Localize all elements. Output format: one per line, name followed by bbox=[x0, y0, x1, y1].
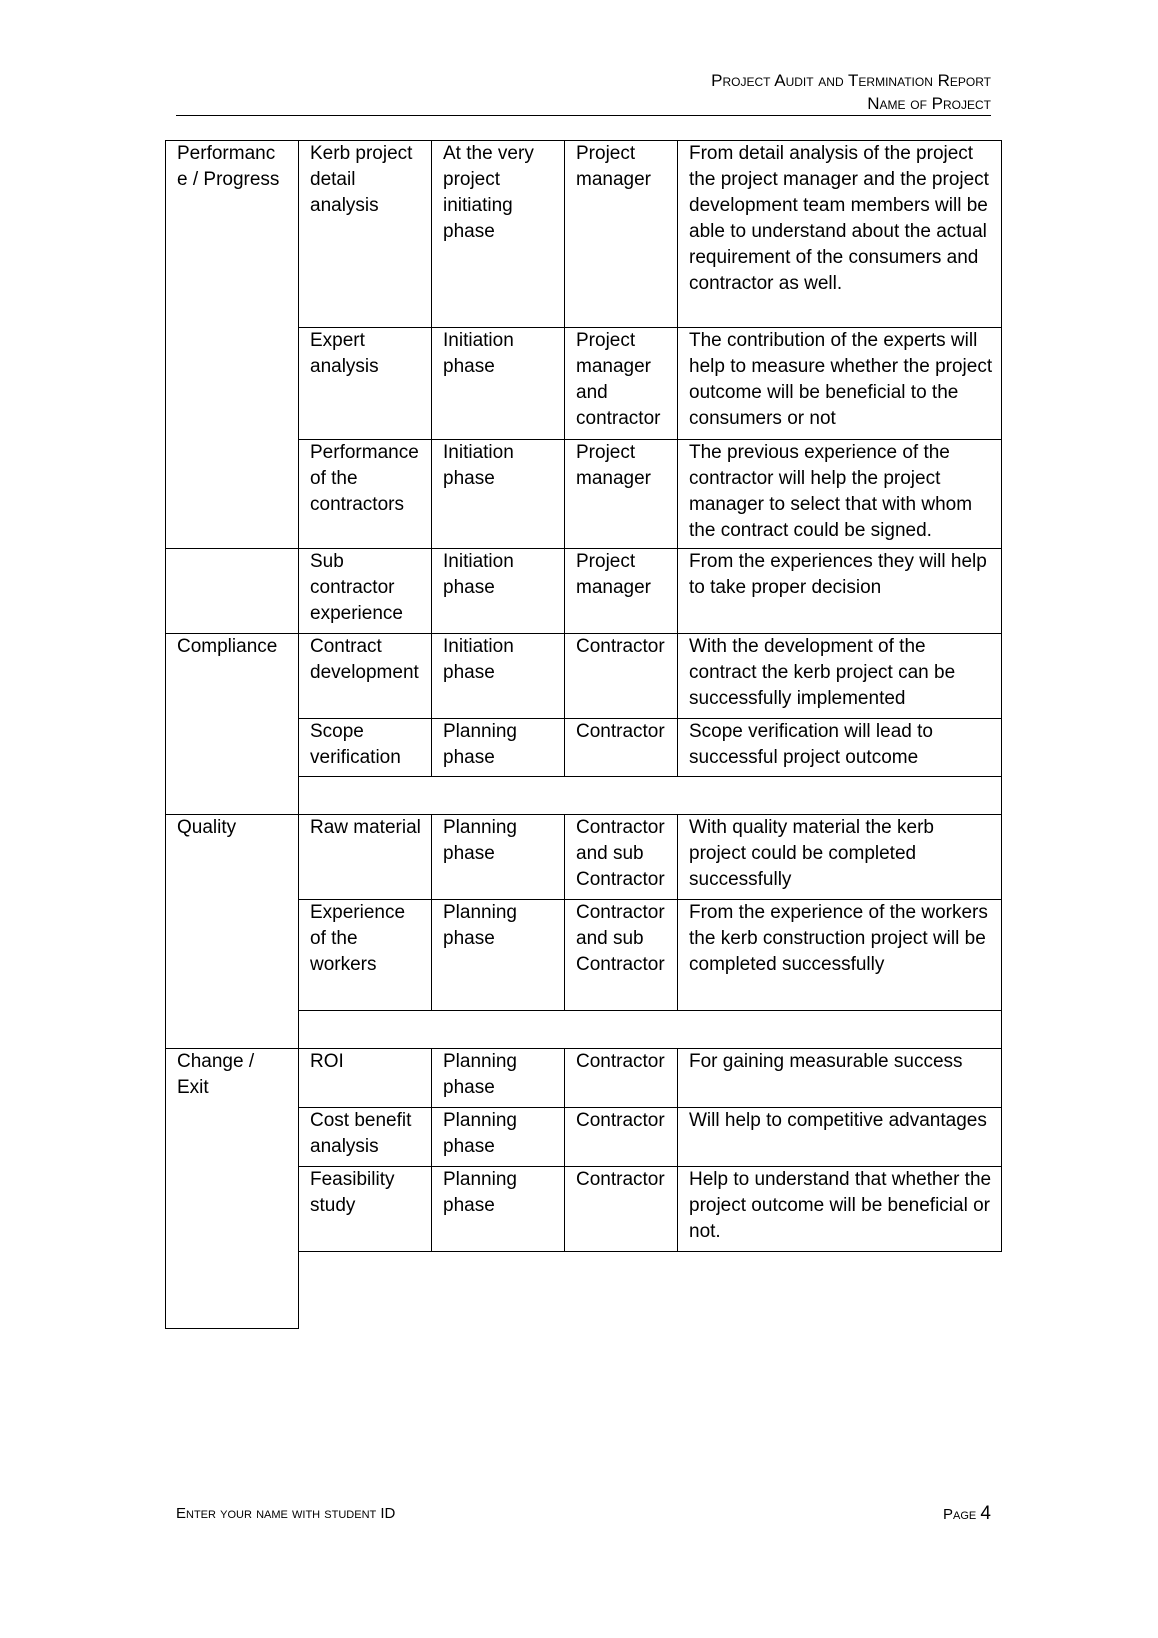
table-cell-owner: Contractor bbox=[564, 718, 678, 777]
table-cell-description: Will help to competitive advantages bbox=[677, 1107, 1002, 1167]
table-cell-owner: Project manager bbox=[564, 439, 678, 549]
category-change-exit: Change / Exit bbox=[165, 1048, 299, 1329]
table-cell-description: From the experiences they will help to take proper decision bbox=[677, 548, 1002, 634]
table-cell-item: Kerb project detail analysis bbox=[298, 140, 432, 328]
table-cell-item: Feasibility study bbox=[298, 1166, 432, 1252]
table-cell-timing: Planning phase bbox=[431, 899, 565, 1011]
table-cell-item: Cost benefit analysis bbox=[298, 1107, 432, 1167]
category-quality: Quality bbox=[165, 814, 299, 1049]
table-cell-item: Raw material bbox=[298, 814, 432, 900]
category-performance: Performanc e / Progress bbox=[165, 140, 299, 549]
table-cell-item: Scope verification bbox=[298, 718, 432, 777]
table-cell-owner: Project manager bbox=[564, 140, 678, 328]
table-cell-item: Performance of the contractors bbox=[298, 439, 432, 549]
page-header bbox=[176, 69, 991, 116]
table-cell-timing: Initiation phase bbox=[431, 548, 565, 634]
table-cell-description: Scope verification will lead to successful project outcome bbox=[677, 718, 1002, 777]
table-cell-owner: Contractor bbox=[564, 1048, 678, 1108]
table-cell-timing: At the very project initiating phase bbox=[431, 140, 565, 328]
table-cell-description: The previous experience of the contractor will help the project manager to select that with whom the contract could be signed. bbox=[677, 439, 1002, 549]
table-cell-owner: Contractor and sub Contractor bbox=[564, 899, 678, 1011]
table-spacer-row bbox=[298, 1010, 1002, 1049]
table-cell-timing: Initiation phase bbox=[431, 633, 565, 719]
table-cell-owner: Contractor bbox=[564, 1107, 678, 1167]
table-cell-item: Contract development bbox=[298, 633, 432, 719]
table-cell-description: With the development of the contract the kerb project can be successfully implemented bbox=[677, 633, 1002, 719]
table-cell-timing: Initiation phase bbox=[431, 439, 565, 549]
table-cell-timing: Planning phase bbox=[431, 1048, 565, 1108]
table-cell-item: ROI bbox=[298, 1048, 432, 1108]
table-cell-item: Expert analysis bbox=[298, 327, 432, 440]
table-cell-timing: Planning phase bbox=[431, 1107, 565, 1167]
table-cell-item: Experience of the workers bbox=[298, 899, 432, 1011]
project-name: Name of Project bbox=[867, 94, 991, 113]
table-cell-timing: Planning phase bbox=[431, 1166, 565, 1252]
table-cell-timing: Planning phase bbox=[431, 718, 565, 777]
table-cell-owner: Project manager bbox=[564, 548, 678, 634]
page-number: 4 bbox=[980, 1503, 991, 1524]
table-spacer-row bbox=[298, 776, 1002, 815]
table-cell-owner: Contractor and sub Contractor bbox=[564, 814, 678, 900]
category-empty bbox=[165, 548, 299, 634]
table-cell-description: From detail analysis of the project the project manager and the project development team members will be able to understand about the actual requirement of the consumers and contractor as well. bbox=[677, 140, 1002, 328]
table-cell-timing: Initiation phase bbox=[431, 327, 565, 440]
table-cell-owner: Contractor bbox=[564, 633, 678, 719]
footer-page bbox=[860, 1503, 991, 1525]
page-label: Page bbox=[943, 1506, 977, 1523]
table-cell-item: Sub contractor experience bbox=[298, 548, 432, 634]
table-cell-owner: Project manager and contractor bbox=[564, 327, 678, 440]
footer-student-id: Enter your name with student ID bbox=[176, 1505, 396, 1522]
table-cell-description: For gaining measurable success bbox=[677, 1048, 1002, 1108]
table-cell-description: The contribution of the experts will help to measure whether the project outcome will be beneficial to the consumers or not bbox=[677, 327, 1002, 440]
report-title: Project Audit and Termination Report bbox=[711, 71, 991, 90]
table-cell-description: With quality material the kerb project could be completed successfully bbox=[677, 814, 1002, 900]
category-compliance: Compliance bbox=[165, 633, 299, 815]
table-cell-timing: Planning phase bbox=[431, 814, 565, 900]
table-cell-description: From the experience of the workers the kerb construction project will be completed successfully bbox=[677, 899, 1002, 1011]
table-cell-owner: Contractor bbox=[564, 1166, 678, 1252]
table-cell-description: Help to understand that whether the project outcome will be beneficial or not. bbox=[677, 1166, 1002, 1252]
